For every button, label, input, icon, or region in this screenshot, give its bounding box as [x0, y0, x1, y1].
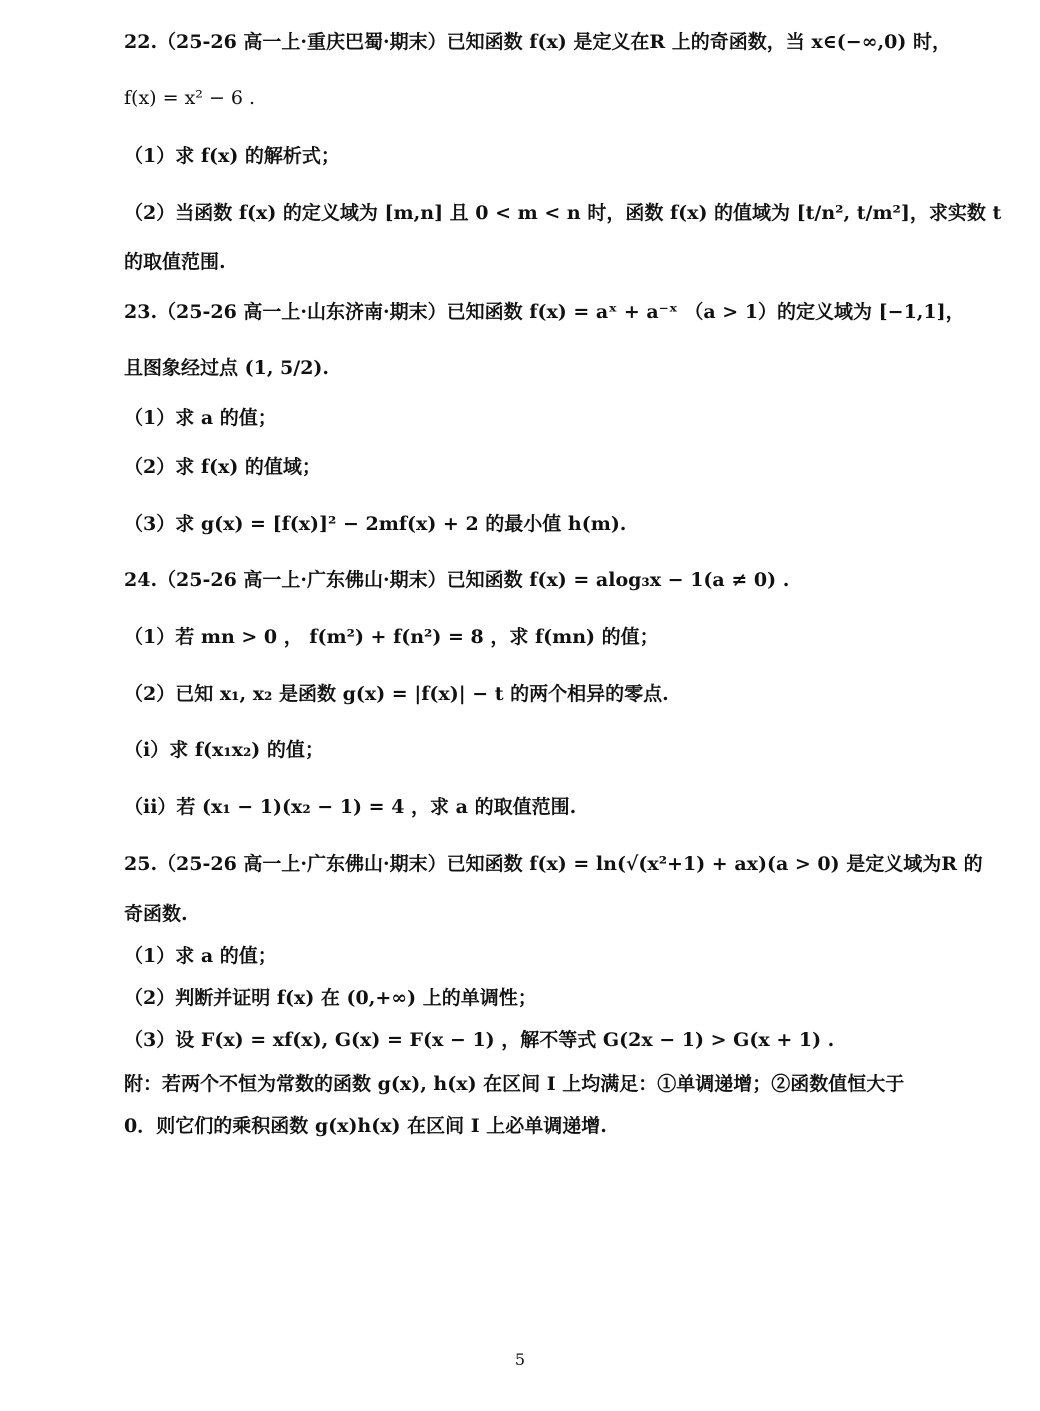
- q23-part1: （1）求 a 的值；: [124, 407, 277, 429]
- q25-title-cont: 奇函数.: [124, 903, 188, 925]
- q22-part2: （2）当函数 f(x) 的定义域为 [m,n] 且 0 < m < n 时，函数 f(x) 的值域为 [t/n², t/m²]，求实数 t: [124, 202, 1002, 224]
- q23-condition: 且图象经过点 (1, 5/2).: [124, 357, 330, 379]
- q23-part3: （3）求 g(x) = [f(x)]² − 2mf(x) + 2 的最小值 h(m).: [124, 513, 627, 535]
- q24-part2: （2）已知 x₁, x₂ 是函数 g(x) = |f(x)| − t 的两个相异的零点.: [124, 683, 669, 705]
- q23-title: 23.（25-26 高一上·山东济南·期末）已知函数 f(x) = aˣ + a⁻ˣ （a > 1）的定义域为 [−1,1]，: [124, 301, 965, 323]
- q25-part3: （3）设 F(x) = xf(x), G(x) = F(x − 1) ，解不等式 G(2x − 1) > G(x + 1) .: [124, 1029, 835, 1051]
- q24-title: 24.（25-26 高一上·广东佛山·期末）已知函数 f(x) = alog₃x − 1(a ≠ 0) .: [124, 569, 790, 591]
- q22-part1: （1）求 f(x) 的解析式；: [124, 145, 340, 167]
- appendix-line2: 0．则它们的乘积函数 g(x)h(x) 在区间 I 上必单调递增.: [124, 1115, 607, 1137]
- page-number: 5: [514, 1350, 526, 1369]
- q25-title: 25.（25-26 高一上·广东佛山·期末）已知函数 f(x) = ln(√(x²+1) + ax)(a > 0) 是定义域为R 的: [124, 853, 983, 875]
- q24-part1: （1）若 mn > 0 ， f(m²) + f(n²) = 8 ，求 f(mn) 的值；: [124, 626, 659, 648]
- q25-part1: （1）求 a 的值；: [124, 945, 277, 967]
- q22-part2-cont: 的取值范围.: [124, 251, 226, 273]
- q25-part2: （2）判断并证明 f(x) 在 (0,+∞) 上的单调性；: [124, 987, 537, 1009]
- appendix-line1: 附：若两个不恒为常数的函数 g(x), h(x) 在区间 I 上均满足：①单调递增；②函数值恒大于: [124, 1073, 905, 1095]
- q23-part2: （2）求 f(x) 的值域；: [124, 456, 321, 478]
- q22-title: 22.（25-26 高一上·重庆巴蜀·期末）已知函数 f(x) 是定义在R 上的奇函数，当 x∈(−∞,0) 时，: [124, 31, 951, 53]
- q24-part2-ii: （ii）若 (x₁ − 1)(x₂ − 1) = 4 ，求 a 的取值范围.: [124, 796, 577, 818]
- q24-part2-i: （i）求 f(x₁x₂) 的值；: [124, 739, 324, 761]
- q22-condition: f(x) = x² − 6 .: [124, 87, 256, 109]
